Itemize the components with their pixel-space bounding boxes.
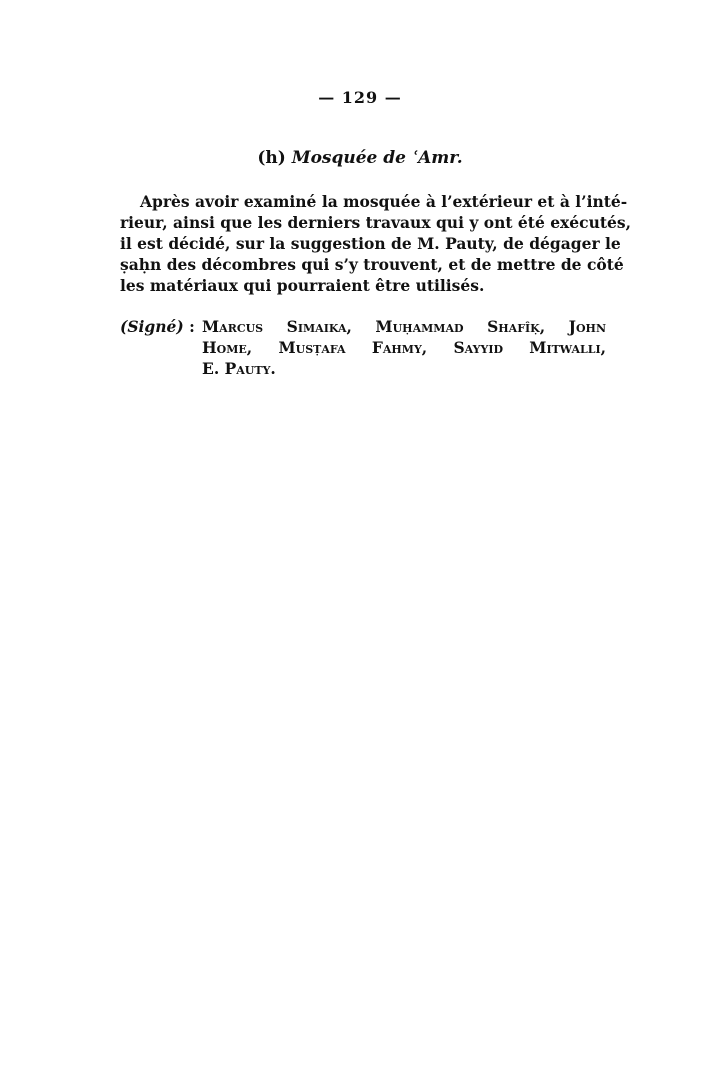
paragraph-line: Après avoir examiné la mosquée à l’extérieur et à l’inté- [140,192,628,211]
signature-line: Home, Musṭafa Fahmy, Sayyid Mitwalli, [202,338,606,357]
section-name: Mosquée de ʿAmr. [291,148,463,168]
paragraph-line: rieur, ainsi que les derniers travaux qui y ont été exécutés, [120,213,632,232]
signature-line: Marcus Simaika, Muḥammad Shafîḳ, John [202,317,606,336]
body-paragraph [120,191,632,296]
page-number: — 129 — [318,88,402,107]
section-title [0,148,720,168]
signature-line: E. Pauty. [202,359,276,378]
paragraph-line: ṣaḥn des décombres qui s’y trouvent, et de mettre de côté [120,255,624,274]
signature-label [120,316,195,337]
signed-word: (Signé) [120,317,184,336]
section-label: (h) [257,148,286,168]
signature-separator: : [189,317,195,336]
signature-names [202,316,606,379]
paragraph-line: les matériaux qui pourraient être utilisés. [120,276,485,295]
paragraph-line: il est décidé, sur la suggestion de M. Pauty, de dégager le [120,234,621,253]
